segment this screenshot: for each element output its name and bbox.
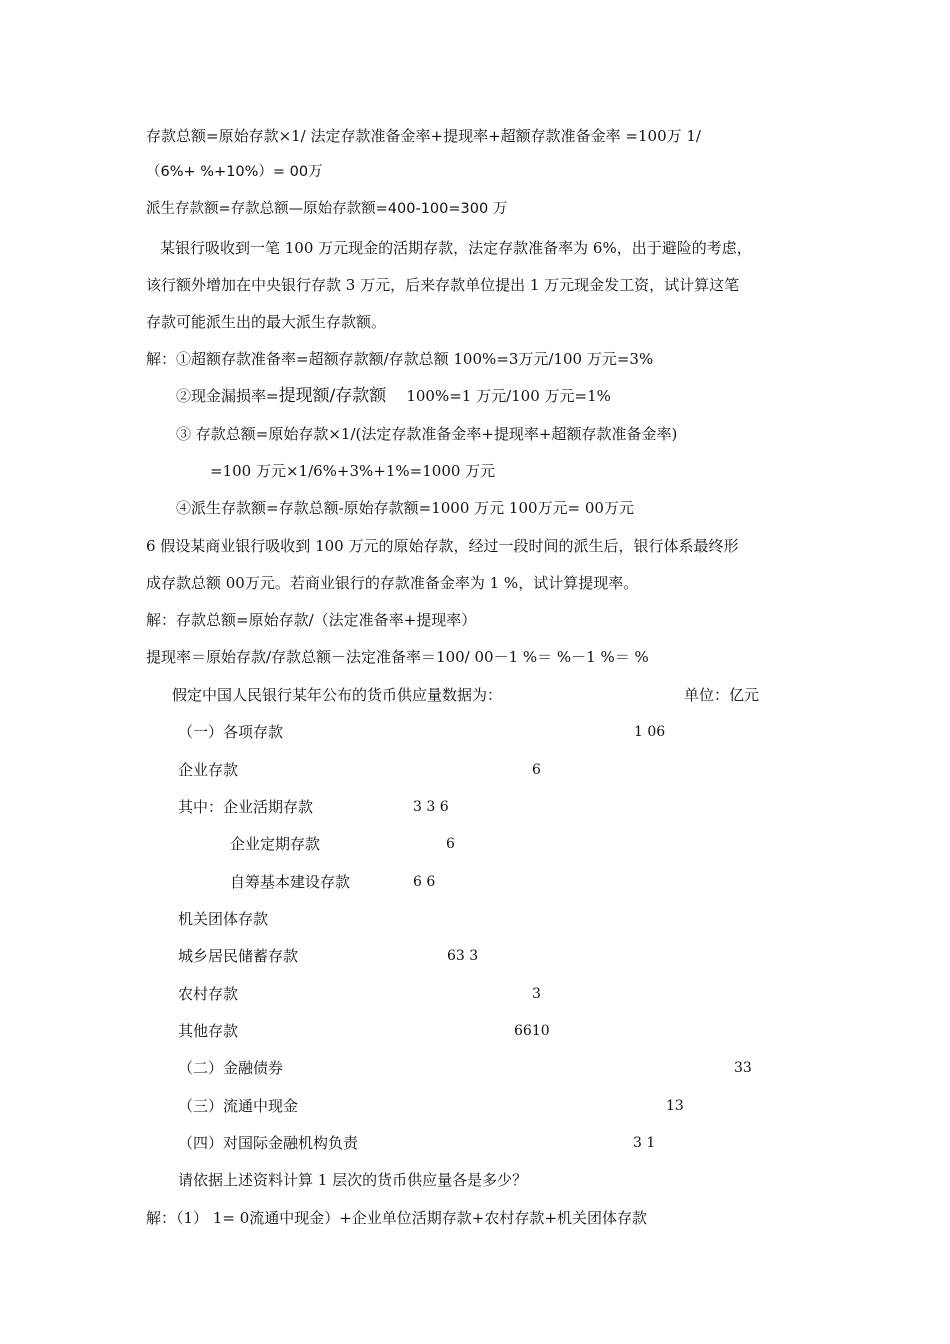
formula-total-deposits: 存款总额=原始存款×1/ 法定存款准备金率+提现率+超额存款准备金率 =100万 1/ bbox=[146, 127, 701, 145]
table-row-label: （一）各项存款 bbox=[178, 723, 284, 741]
table-row-value: 63 3 bbox=[447, 948, 479, 964]
question-5-line-2: 该行额外增加在中央银行存款 3 万元，后来存款单位提出 1 万元现金发工资，试计算这笔 bbox=[146, 276, 740, 294]
solution-6-step-2: 提现率＝原始存款/存款总额－法定准备率＝100/ 00－1 %＝ %－1 %＝ % bbox=[146, 648, 649, 666]
table-row-label: 企业存款 bbox=[178, 761, 239, 779]
solution-5-step-2 bbox=[176, 386, 611, 406]
table-row-value: 3 bbox=[532, 986, 541, 1002]
table-row-label: （二）金融债券 bbox=[178, 1059, 284, 1077]
table-row-value: 13 bbox=[666, 1098, 684, 1114]
question-7-unit: 单位：亿元 bbox=[684, 686, 760, 704]
question-6-line-2: 成存款总额 00万元。若商业银行的存款准备金率为 1 %，试计算提现率。 bbox=[146, 574, 639, 592]
formula-total-deposits-cont: （6%+ %+10%）= 00万 bbox=[146, 164, 323, 180]
solution-6-step-1: 解：存款总额=原始存款/（法定准备率+提现率） bbox=[146, 611, 477, 629]
question-7-prompt: 请依据上述资料计算 1 层次的货币供应量各是多少？ bbox=[178, 1171, 528, 1189]
table-row-value: 6 bbox=[446, 836, 455, 852]
solution-7-step-1: 解：（1） 1= 0流通中现金）+企业单位活期存款+农村存款+机关团体存款 bbox=[146, 1209, 647, 1227]
table-row-label: （三）流通中现金 bbox=[178, 1097, 299, 1115]
table-row-value: 1 06 bbox=[634, 724, 666, 740]
table-row-label: （四）对国际金融机构负责 bbox=[178, 1134, 359, 1152]
formula-derived-deposits: 派生存款额=存款总额—原始存款额=400-100=300 万 bbox=[146, 201, 508, 217]
table-row-label: 农村存款 bbox=[178, 985, 239, 1003]
table-row-value: 3 3 6 bbox=[413, 799, 449, 815]
solution-5-step-3-result: =100 万元×1/6%+3%+1%=1000 万元 bbox=[210, 462, 496, 480]
table-row-value: 3 1 bbox=[633, 1135, 656, 1151]
table-row-label: 企业定期存款 bbox=[230, 835, 321, 853]
solution-5-step-3: ③ 存款总额=原始存款×1/(法定存款准备金率+提现率+超额存款准备金率) bbox=[176, 425, 678, 443]
table-row-label: 城乡居民储蓄存款 bbox=[178, 947, 299, 965]
table-row-value: 6 6 bbox=[413, 874, 436, 890]
question-5-line-1: 某银行吸收到一笔 100 万元现金的活期存款，法定存款准备率为 6%，出于避险的考虑， bbox=[160, 239, 752, 257]
question-5-line-3: 存款可能派生出的最大派生存款额。 bbox=[146, 313, 387, 331]
solution-5-step-2-suffix: 100%=1 万元/100 万元=1% bbox=[406, 387, 611, 405]
solution-5-step-2-fraction: 提现额/存款额 bbox=[278, 386, 387, 406]
table-row-value: 33 bbox=[734, 1060, 752, 1076]
solution-5-step-4: ④派生存款额=存款总额-原始存款额=1000 万元 100万元= 00万元 bbox=[176, 499, 634, 517]
table-row-label: 自筹基本建设存款 bbox=[230, 873, 351, 891]
table-row-label: 机关团体存款 bbox=[178, 910, 269, 928]
solution-5-step-1: 解：①超额存款准备率=超额存款额/存款总额 100%=3万元/100 万元=3% bbox=[146, 350, 654, 368]
question-6-line-1: 6 假设某商业银行吸收到 100 万元的原始存款，经过一段时间的派生后，银行体系最终形 bbox=[146, 537, 739, 555]
solution-5-step-2-prefix: ②现金漏损率= bbox=[176, 387, 279, 405]
table-row-value: 6610 bbox=[514, 1023, 550, 1039]
table-row-label: 其中：企业活期存款 bbox=[178, 798, 314, 816]
table-row-value: 6 bbox=[532, 762, 541, 778]
table-row-label: 其他存款 bbox=[178, 1022, 239, 1040]
question-7-intro: 假定中国人民银行某年公布的货币供应量数据为： bbox=[172, 686, 503, 704]
